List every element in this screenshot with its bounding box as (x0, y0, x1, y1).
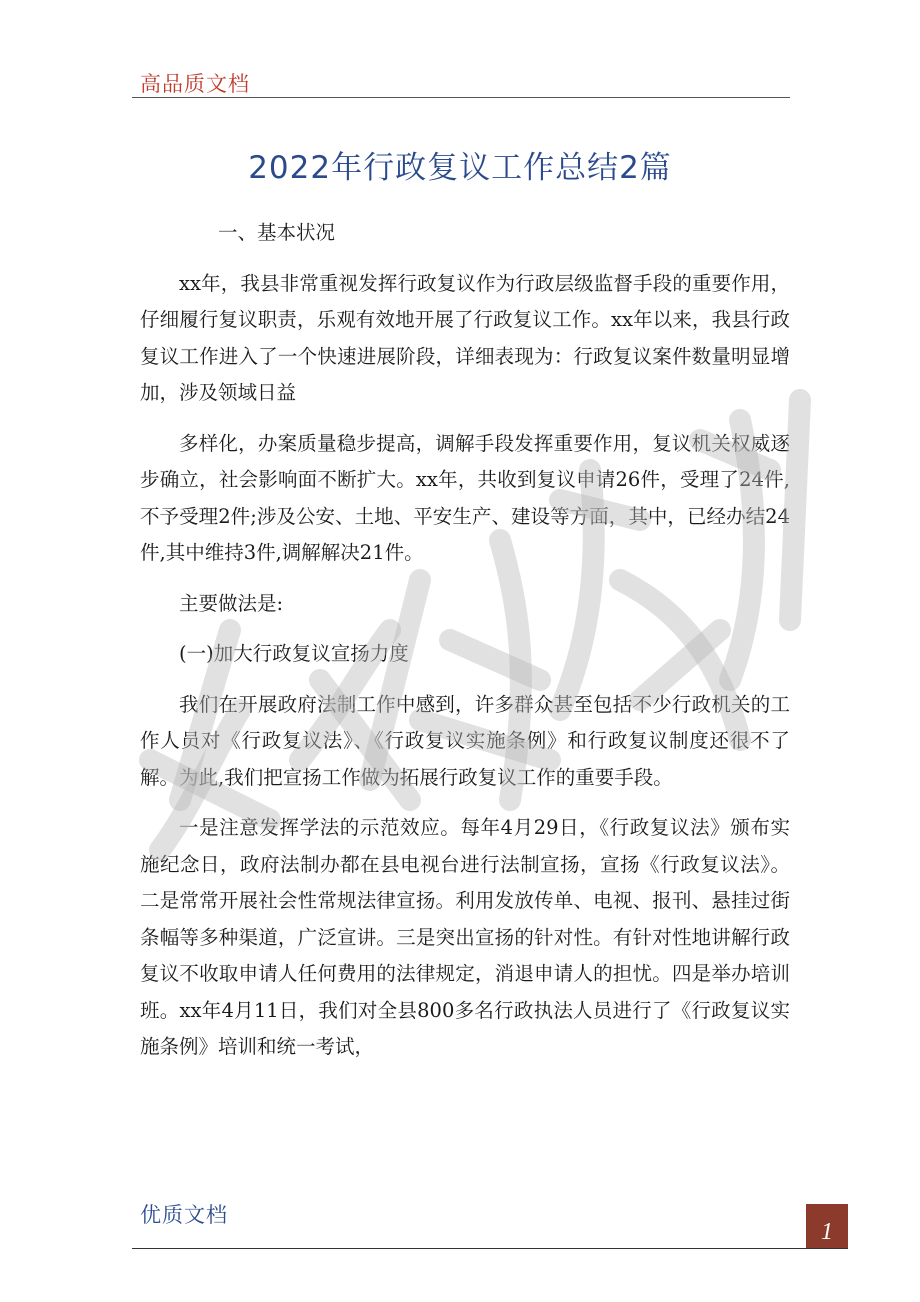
subsection-heading: (一)加大行政复议宣扬力度 (179, 642, 409, 665)
page-number: 1 (821, 1219, 833, 1245)
page-number-badge (806, 1204, 848, 1248)
paragraph: 主要做法是: (179, 591, 284, 615)
document-body (140, 215, 790, 1080)
footer-label: 优质文档 (140, 1203, 228, 1227)
paragraph: 我们在开展政府法制工作中感到，许多群众甚至包括不少行政机关的工作人员对《行政复议法》、《行政复议实施条例》和行政复议制度还很不了解。为此,我们把宣扬工作做为拓展行政复议工作的重要手段。 (140, 692, 790, 789)
header-label: 高品质文档 (140, 72, 250, 96)
header-divider (132, 97, 790, 98)
paragraph: 一是注意发挥学法的示范效应。每年4月29日，《行政复议法》颁布实施纪念日，政府法制办都在县电视台进行法制宣扬，宣扬《行政复议法》。二是常常开展社会性常规法律宣扬。利用发放传单、电视、报刊、悬挂过街条幅等多种渠道，广泛宣讲。三是突出宣扬的针对性。有针对性地讲解行政复议不收取申请人任何费用的法律规定，消退申请人的担忧。四是举办培训班。xx年4月11日，我们对全县800多名行政执法人员进行了《行政复议实施条例》培训和统一考试， (140, 816, 790, 1058)
paragraph: xx年，我县非常重视发挥行政复议作为行政层级监督手段的重要作用，仔细履行复议职责，乐观有效地开展了行政复议工作。xx年以来，我县行政复议工作进入了一个快速进展阶段，详细表现为：行政复议案件数量明显增加，涉及领域日益 (140, 271, 790, 404)
paragraph: 多样化，办案质量稳步提高，调解手段发挥重要作用，复议机关权威逐步确立，社会影响面不断扩大。xx年，共收到复议申请26件，受理了24件,不予受理2件;涉及公安、土地、平安生产、建设等方面，其中，已经办结24件,其中维持3件,调解解决21件。 (140, 431, 790, 564)
document-title: 2022年行政复议工作总结2篇 (248, 150, 672, 186)
section-heading: 一、基本状况 (218, 221, 336, 244)
footer-divider (132, 1248, 848, 1249)
